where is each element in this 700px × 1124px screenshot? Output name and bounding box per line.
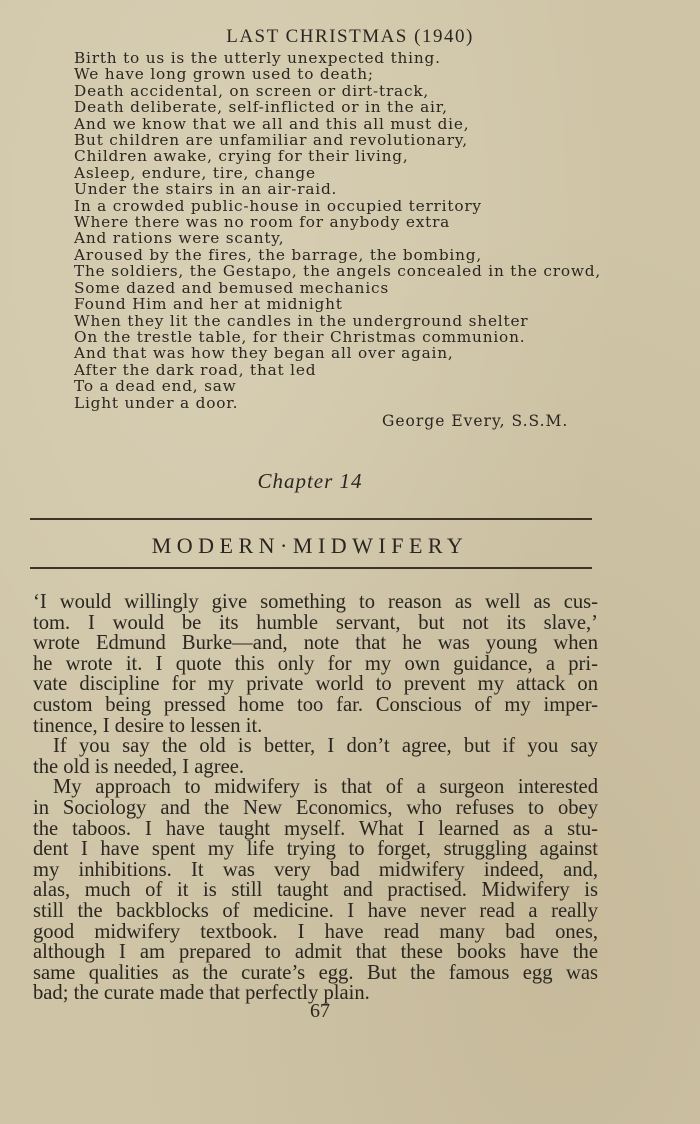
prose-line: good midwifery textbook. I have read many bad ones, — [33, 920, 598, 943]
prose-line: tinence, I desire to lessen it. — [33, 714, 263, 737]
poem-line: When they lit the candles in the underground shelter — [74, 311, 529, 330]
chapter-title: MODERN·MIDWIFERY — [151, 533, 469, 558]
prose-line: alas, much of it is still taught and practised. Midwifery is — [33, 879, 598, 902]
prose-line: vate discipline for my private world to prevent my attack on — [33, 673, 598, 696]
prose-line: still the backblocks of medicine. I have never read a really — [33, 899, 598, 922]
prose-line: tom. I would be its humble servant, but not its slave,’ — [33, 611, 598, 634]
poem-line: Asleep, endure, tire, change — [74, 163, 316, 182]
prose-line: ‘I would willingly give something to reason as well as cus- — [33, 591, 598, 613]
poem-line: In a crowded public-house in occupied territory — [74, 196, 482, 215]
prose-line: the taboos. I have taught myself. What I learned as a stu- — [33, 817, 598, 840]
poem-line: Death deliberate, self-inflicted or in the air, — [74, 98, 448, 117]
poem-line: Found Him and her at midnight — [74, 295, 343, 314]
page-number: 67 — [310, 1000, 330, 1022]
poem-line: And that was how they began all over again, — [74, 344, 454, 363]
chapter-body — [33, 592, 598, 1004]
poem-line: And we know that we all and this all must die, — [74, 114, 470, 133]
poem-line: Where there was no room for anybody extra — [74, 213, 451, 232]
poem-line: On the trestle table, for their Christmas communion. — [74, 327, 526, 346]
prose-line: same qualities as the curate’s egg. But the famous egg was — [33, 961, 598, 984]
prose-line: in Sociology and the New Economics, who refuses to obey — [33, 796, 598, 819]
poem-line: Some dazed and bemused mechanics — [74, 278, 390, 297]
prose-line: although I am prepared to admit that these books have the — [33, 941, 598, 964]
prose-line: he wrote it. I quote this only for my own guidance, a pri- — [33, 652, 598, 675]
poem-line: Death accidental, on screen or dirt-track, — [74, 81, 430, 100]
poem-line: After the dark road, that led — [74, 360, 317, 379]
chapter-rule-bottom — [30, 567, 592, 569]
poem-line: Light under a door. — [74, 393, 239, 412]
prose-line: the old is needed, I agree. — [33, 755, 244, 778]
prose-line: My approach to midwifery is that of a surgeon interested — [53, 776, 598, 799]
running-head: LAST CHRISTMAS (1940) — [226, 26, 474, 47]
poem-line: Birth to us is the utterly unexpected thing. — [74, 49, 441, 67]
poem-line: Aroused by the fires, the barrage, the bombing, — [74, 245, 483, 264]
prose-line: bad; the curate made that perfectly plain. — [33, 982, 370, 1005]
poem-line: To a dead end, saw — [74, 377, 237, 396]
poem-line: The soldiers, the Gestapo, the angels concealed in the crowd, — [74, 262, 602, 281]
poem-line: And rations were scanty, — [74, 229, 285, 248]
chapter-label: Chapter 14 — [257, 469, 363, 493]
prose-line: custom being pressed home too far. Conscious of my imper- — [33, 693, 598, 716]
poem — [74, 50, 634, 411]
poem-line: We have long grown used to death; — [74, 65, 374, 84]
prose-line: wrote Edmund Burke—and, note that he was young when — [33, 632, 598, 655]
poem-line: Children awake, crying for their living, — [74, 147, 409, 166]
prose-line: my inhibitions. It was very bad midwifery indeed, and, — [33, 858, 598, 881]
poem-attribution: George Every, S.S.M. — [382, 412, 569, 430]
prose-line: dent I have spent my life trying to forget, struggling against — [33, 838, 598, 861]
prose-line: If you say the old is better, I don’t agree, but if you say — [53, 735, 598, 758]
chapter-rule-top — [30, 518, 592, 520]
poem-line: Under the stairs in an air-raid. — [74, 180, 338, 199]
poem-line: But children are unfamiliar and revolutionary, — [74, 131, 468, 150]
